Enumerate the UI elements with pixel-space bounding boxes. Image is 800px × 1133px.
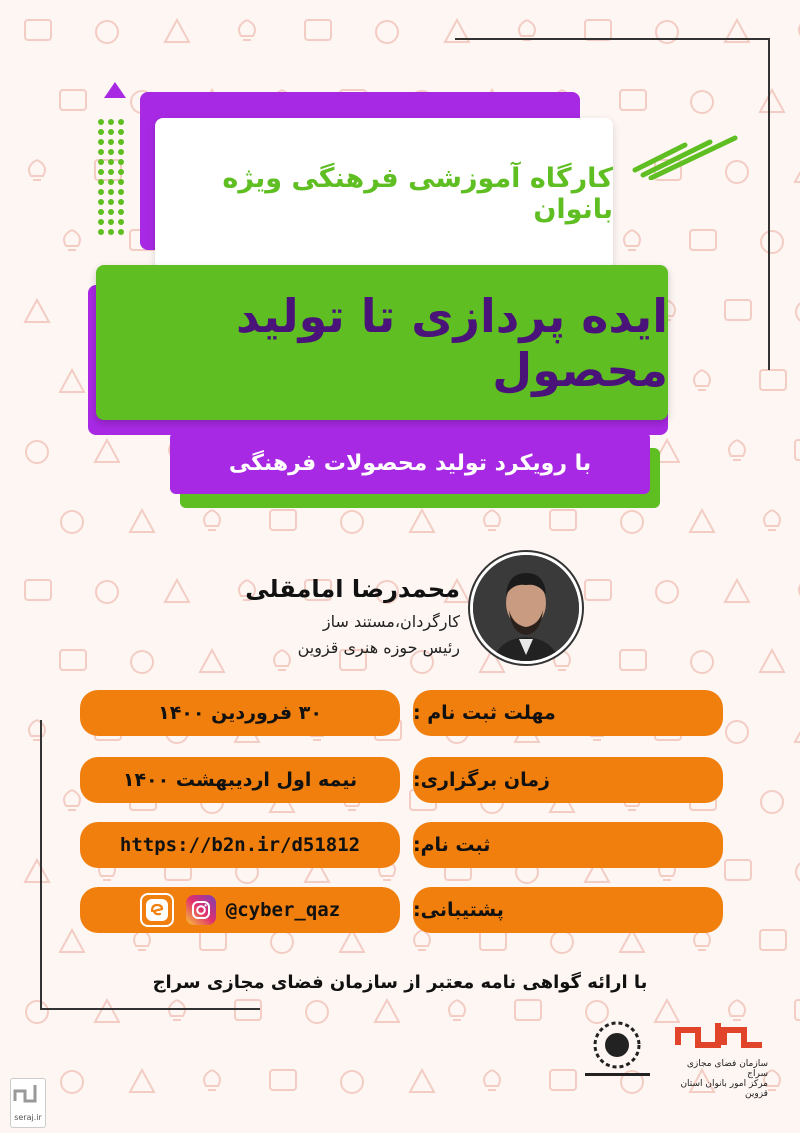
pattern-doodle — [585, 580, 611, 600]
pattern-doodle — [760, 650, 784, 672]
pattern-doodle — [484, 510, 500, 530]
watermark-badge — [10, 1078, 46, 1128]
pattern-doodle — [414, 930, 430, 950]
pattern-doodle — [29, 720, 45, 740]
decor-dot — [98, 229, 104, 235]
pattern-doodle — [60, 370, 84, 392]
pattern-doodle — [729, 440, 745, 460]
pattern-doodle — [130, 1070, 154, 1092]
pattern-doodle — [725, 300, 751, 320]
pattern-doodle — [130, 510, 154, 532]
pattern-doodle — [550, 510, 576, 530]
decor-dot — [108, 189, 114, 195]
decor-dot — [118, 189, 124, 195]
pattern-doodle — [515, 1000, 541, 1020]
pattern-doodle — [165, 580, 189, 602]
pattern-doodle — [484, 1070, 500, 1090]
pattern-doodle — [61, 511, 83, 533]
pattern-doodle — [796, 861, 800, 883]
pattern-doodle — [795, 440, 800, 460]
decor-dot — [118, 219, 124, 225]
pattern-doodle — [204, 510, 220, 530]
pattern-doodle — [169, 1000, 185, 1020]
seraj-org-name: سازمان فضای مجازی سراج — [686, 1059, 768, 1079]
instagram-icon[interactable] — [186, 895, 216, 925]
decor-dot — [98, 159, 104, 165]
pattern-doodle — [480, 930, 506, 950]
pattern-doodle — [270, 1070, 296, 1090]
seraj-logo-mark — [668, 1015, 768, 1055]
pattern-doodle — [271, 931, 293, 953]
decor-dot — [98, 179, 104, 185]
pattern-doodle — [61, 1071, 83, 1093]
pattern-doodle — [694, 930, 710, 950]
pattern-doodle — [340, 930, 364, 952]
certificate-note: با ارائه گواهی نامه معتبر از سازمان فضای مجازی سراج — [152, 972, 648, 993]
decor-dot — [98, 129, 104, 135]
deadline-value: ۳۰ فروردین ۱۴۰۰ — [80, 690, 400, 736]
speaker-organization: رئیس حوزه هنری قزوین — [297, 638, 460, 657]
decor-dot — [98, 219, 104, 225]
stripes-decoration — [625, 120, 755, 180]
pattern-doodle — [376, 21, 398, 43]
pattern-doodle — [270, 510, 296, 530]
decor-dot — [118, 169, 124, 175]
decor-dot — [108, 119, 114, 125]
decor-dot — [98, 189, 104, 195]
pattern-doodle — [26, 1001, 48, 1023]
pattern-doodle — [200, 650, 224, 672]
schedule-value: نیمه اول اردیبهشت ۱۴۰۰ — [80, 757, 400, 803]
decor-dot — [118, 229, 124, 235]
pattern-doodle — [96, 581, 118, 603]
pattern-doodle — [690, 230, 716, 250]
decor-dot — [108, 229, 114, 235]
pattern-doodle — [410, 510, 434, 532]
pattern-doodle — [305, 20, 331, 40]
frame-line-left — [40, 720, 42, 1010]
pattern-doodle — [691, 651, 713, 673]
pattern-doodle — [726, 721, 748, 743]
pattern-doodle — [620, 930, 644, 952]
pattern-doodle — [375, 1000, 399, 1022]
pattern-doodle — [620, 90, 646, 110]
pattern-doodle — [795, 720, 800, 742]
frame-line-top — [455, 38, 770, 40]
pattern-doodle — [165, 20, 189, 42]
pattern-doodle — [760, 370, 786, 390]
pattern-doodle — [621, 511, 643, 533]
pattern-doodle — [60, 650, 86, 670]
watermark-text: seraj.ir — [14, 1113, 42, 1122]
speaker-name: محمدرضا امامقلی — [245, 575, 460, 603]
pattern-doodle — [25, 300, 49, 322]
pattern-doodle — [691, 91, 713, 113]
pattern-doodle — [410, 1070, 434, 1092]
workshop-subtitle: با رویکرد تولید محصولات فرهنگی — [228, 450, 592, 476]
pattern-doodle — [95, 1000, 119, 1022]
deadline-label: مهلت ثبت نام : — [413, 690, 723, 736]
frame-line-right — [768, 40, 770, 370]
pattern-doodle — [761, 791, 783, 813]
watermark-mark — [11, 1079, 45, 1109]
decor-dot — [118, 159, 124, 165]
decor-dot — [98, 199, 104, 205]
decor-dot — [118, 199, 124, 205]
eitaa-icon[interactable] — [140, 893, 174, 927]
pattern-doodle — [795, 1000, 800, 1020]
seraj-logo — [668, 1015, 768, 1099]
pattern-doodle — [25, 20, 51, 40]
pattern-doodle — [235, 1000, 261, 1020]
registration-label: ثبت نام: — [413, 822, 723, 868]
pattern-doodle — [764, 510, 780, 530]
decor-dot — [118, 119, 124, 125]
decor-dot — [118, 129, 124, 135]
support-handle[interactable]: @cyber_qaz — [225, 899, 341, 921]
pattern-doodle — [134, 930, 150, 950]
decor-dot — [98, 139, 104, 145]
pattern-doodle — [690, 510, 714, 532]
pattern-doodle — [550, 1070, 576, 1090]
pattern-doodle — [620, 650, 646, 670]
pattern-doodle — [760, 930, 786, 950]
decor-dot — [98, 169, 104, 175]
speaker-role: کارگردان،مستند ساز — [322, 612, 460, 631]
pattern-doodle — [60, 930, 84, 952]
decor-dot — [118, 149, 124, 155]
pattern-doodle — [725, 860, 751, 880]
pattern-doodle — [551, 931, 573, 953]
frame-line-bottom — [40, 1008, 260, 1010]
decor-dot — [108, 169, 114, 175]
pattern-doodle — [239, 20, 255, 40]
pattern-doodle — [64, 790, 80, 810]
pattern-doodle — [761, 231, 783, 253]
pattern-doodle — [694, 370, 710, 390]
decor-dot — [108, 159, 114, 165]
pattern-doodle — [25, 580, 51, 600]
pattern-doodle — [95, 440, 119, 462]
pattern-doodle — [25, 860, 49, 882]
decor-dot — [98, 209, 104, 215]
workshop-kicker: کارگاه آموزشی فرهنگی ویژه بانوان — [222, 163, 613, 225]
workshop-title: ایده پردازی تا تولید محصول — [236, 288, 668, 397]
pattern-doodle — [585, 20, 611, 40]
decor-dot — [108, 149, 114, 155]
speaker-photo — [470, 552, 582, 664]
pattern-doodle — [200, 930, 226, 950]
pattern-doodle — [306, 1001, 328, 1023]
decor-dot — [108, 129, 114, 135]
decor-dot — [108, 199, 114, 205]
pattern-doodle — [795, 160, 800, 182]
registration-link[interactable]: https://b2n.ir/d51812 — [80, 822, 400, 868]
pattern-doodle — [760, 90, 784, 112]
pattern-doodle — [725, 580, 749, 602]
pattern-doodle — [96, 21, 118, 43]
seraj-org-sub: مرکز امور بانوان استان قزوین — [680, 1079, 768, 1099]
pattern-doodle — [131, 651, 153, 673]
pattern-doodle — [60, 90, 86, 110]
pattern-doodle — [64, 230, 80, 250]
pattern-doodle — [796, 301, 800, 323]
schedule-label: زمان برگزاری: — [413, 757, 723, 803]
pattern-doodle — [29, 160, 45, 180]
decor-dot — [98, 119, 104, 125]
pattern-doodle — [341, 1071, 363, 1093]
pattern-doodle — [449, 1000, 465, 1020]
pattern-doodle — [341, 511, 363, 533]
arrow-up-icon — [100, 80, 130, 110]
decor-dot — [108, 179, 114, 185]
hozeh-honari-logo — [580, 1015, 655, 1085]
pattern-doodle — [26, 441, 48, 463]
pattern-doodle — [204, 1070, 220, 1090]
pattern-doodle — [624, 230, 640, 250]
decor-dot — [108, 209, 114, 215]
decor-dot — [98, 149, 104, 155]
support-label: پشتیبانی: — [413, 887, 723, 933]
decor-dot — [118, 139, 124, 145]
decor-dot — [118, 179, 124, 185]
pattern-doodle — [519, 20, 535, 40]
decor-dot — [108, 139, 114, 145]
decor-dot — [118, 209, 124, 215]
decor-dot — [108, 219, 114, 225]
pattern-doodle — [656, 581, 678, 603]
support-row — [80, 887, 400, 933]
